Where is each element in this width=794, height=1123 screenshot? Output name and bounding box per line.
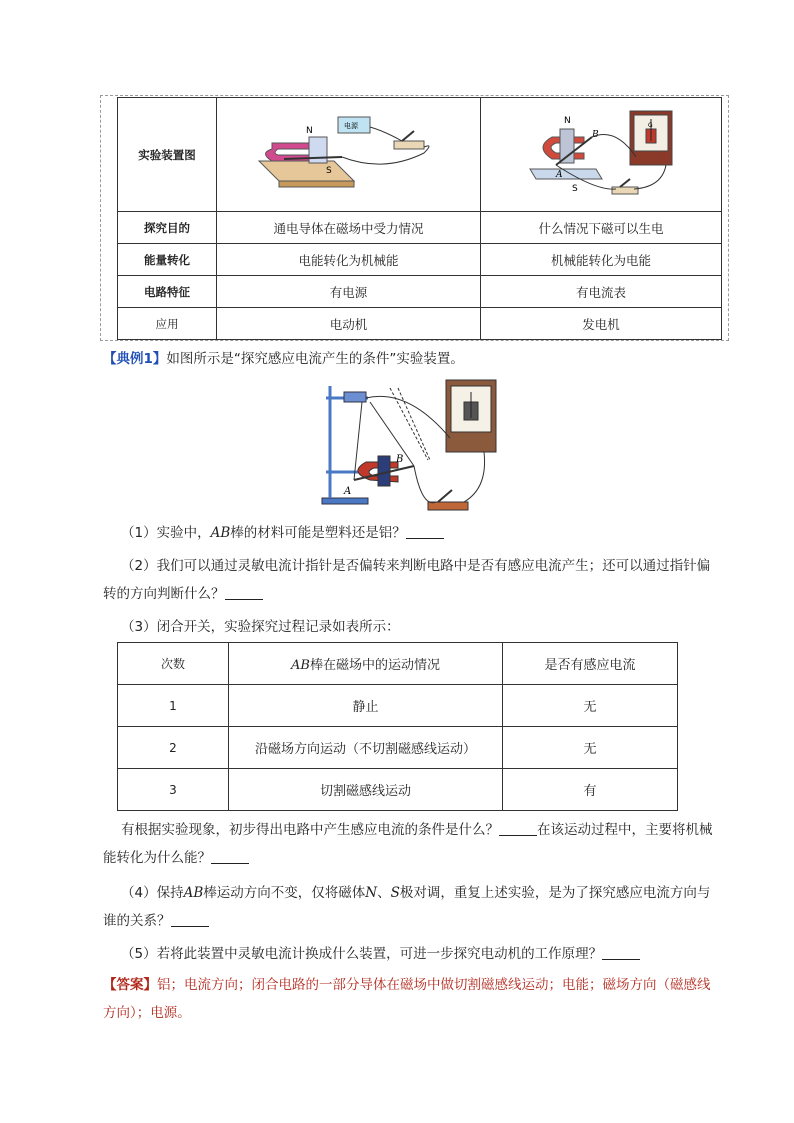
q3-follow-text-b: 在该运动过程中，主要将机械能转化为什么能？: [103, 822, 713, 866]
rod-end-a-label: A: [556, 170, 563, 180]
table-cell: 3: [118, 769, 229, 811]
power-supply-label: 电源: [343, 122, 358, 130]
header-rod-label: AB: [291, 658, 310, 673]
motor-apparatus-illustration: [254, 113, 444, 193]
question-4: [103, 879, 723, 935]
q4-text-c: 极对调，重复上述实验，是为了探究感应电流方向与谁的关系？: [103, 885, 711, 929]
table-row: [118, 98, 722, 212]
answer-blank[interactable]: [171, 912, 209, 927]
answer-blank[interactable]: [602, 945, 640, 960]
table-row: [118, 308, 722, 340]
question-3: （3）闭合开关，实验探究过程记录如表所示：: [121, 619, 400, 635]
pole-n-label: N: [564, 116, 571, 126]
pole-n-label: N: [305, 126, 313, 136]
table-cell: 静止: [229, 685, 503, 727]
comparison-table: [117, 97, 722, 340]
table-cell: 机械能转化为电能: [481, 244, 722, 276]
table-cell: 通电导体在磁场中受力情况: [217, 212, 481, 244]
galvanometer-label: G: [648, 122, 653, 129]
row-header: 电路特征: [118, 276, 217, 308]
row-header: 能量转化: [118, 244, 217, 276]
q4-pole-s: S: [390, 885, 400, 901]
rod-end-b-label: B: [396, 454, 404, 465]
q2-text: （2）我们可以通过灵敏电流计指针是否偏转来判断电路中是否有感应电流产生；还可以通过指针偏转的方向判断什么？: [103, 558, 711, 602]
q4-pole-n: N: [365, 885, 378, 901]
q1-text-a: （1）实验中，: [121, 525, 211, 541]
table-row: [118, 727, 678, 769]
table-header-row: [118, 643, 678, 685]
answer-blank[interactable]: [499, 821, 537, 836]
row-header: 应用: [118, 308, 217, 340]
question-1: [103, 519, 723, 547]
generator-apparatus-figure: [481, 98, 722, 212]
table-cell: 1: [118, 685, 229, 727]
table-row: [118, 212, 722, 244]
q4-separator: 、: [377, 885, 391, 901]
table-row: [118, 276, 722, 308]
q4-text-a: （4）保持: [121, 885, 184, 901]
row-header: 探究目的: [118, 212, 217, 244]
answer-text: 铝；电流方向；闭合电路的一部分导体在磁场中做切割磁感线运动；电能；磁场方向（磁感线方向）；电源。: [103, 977, 711, 1021]
q1-rod-label: AB: [210, 525, 231, 541]
table-cell: 有电流表: [481, 276, 722, 308]
pole-s-label: S: [325, 166, 332, 176]
question-2: [103, 552, 723, 608]
table-cell: 沿磁场方向运动（不切割磁感线运动）: [229, 727, 503, 769]
q1-text-b: 棒的材料可能是塑料还是铝？: [230, 525, 406, 541]
q4-text-b: 棒运动方向不变，仅将磁体: [203, 885, 366, 901]
table-cell: 切割磁感线运动: [229, 769, 503, 811]
record-table: [117, 642, 678, 811]
rod-end-b-label: B: [592, 130, 599, 140]
rod-end-a-label: A: [344, 486, 352, 497]
example-intro: 如图所示是“探究感应电流产生的条件”实验装置。: [166, 351, 464, 367]
table-cell: 2: [118, 727, 229, 769]
comparison-table-frame: [100, 95, 729, 341]
generator-apparatus-illustration: [526, 107, 676, 199]
table-row: [118, 769, 678, 811]
answer-block: [103, 971, 723, 1027]
table-cell: 发电机: [481, 308, 722, 340]
table-cell: 电动机: [217, 308, 481, 340]
table-header: 是否有感应电流: [503, 643, 678, 685]
question-3-followup: [103, 816, 723, 872]
header-text: 棒在磁场中的运动情况: [309, 658, 440, 673]
q5-text: （5）若将此装置中灵敏电流计换成什么装置，可进一步探究电动机的工作原理？: [121, 946, 603, 962]
question-5: [103, 940, 723, 968]
table-cell: 有电源: [217, 276, 481, 308]
answer-blank[interactable]: [211, 849, 249, 864]
table-cell: 电能转化为机械能: [217, 244, 481, 276]
table-cell: 什么情况下磁可以生电: [481, 212, 722, 244]
q4-rod-label: AB: [183, 885, 204, 901]
answer-blank[interactable]: [225, 585, 263, 600]
motor-apparatus-figure: [217, 98, 481, 212]
table-cell: 有: [503, 769, 678, 811]
table-cell: 无: [503, 685, 678, 727]
answer-tag: 【答案】: [103, 977, 157, 993]
pole-s-label: S: [572, 184, 578, 194]
table-header: [229, 643, 503, 685]
table-header: 次数: [118, 643, 229, 685]
table-row: [118, 685, 678, 727]
table-cell: 无: [503, 727, 678, 769]
induction-apparatus-figure: [318, 378, 500, 516]
example-tag: 【典例1】: [103, 351, 167, 367]
q3-follow-text-a: 有根据实验现象，初步得出电路中产生感应电流的条件是什么？: [121, 822, 499, 838]
table-row: [118, 244, 722, 276]
row-header: 实验装置图: [118, 98, 217, 212]
answer-blank[interactable]: [406, 524, 444, 539]
example-heading: [103, 347, 464, 367]
